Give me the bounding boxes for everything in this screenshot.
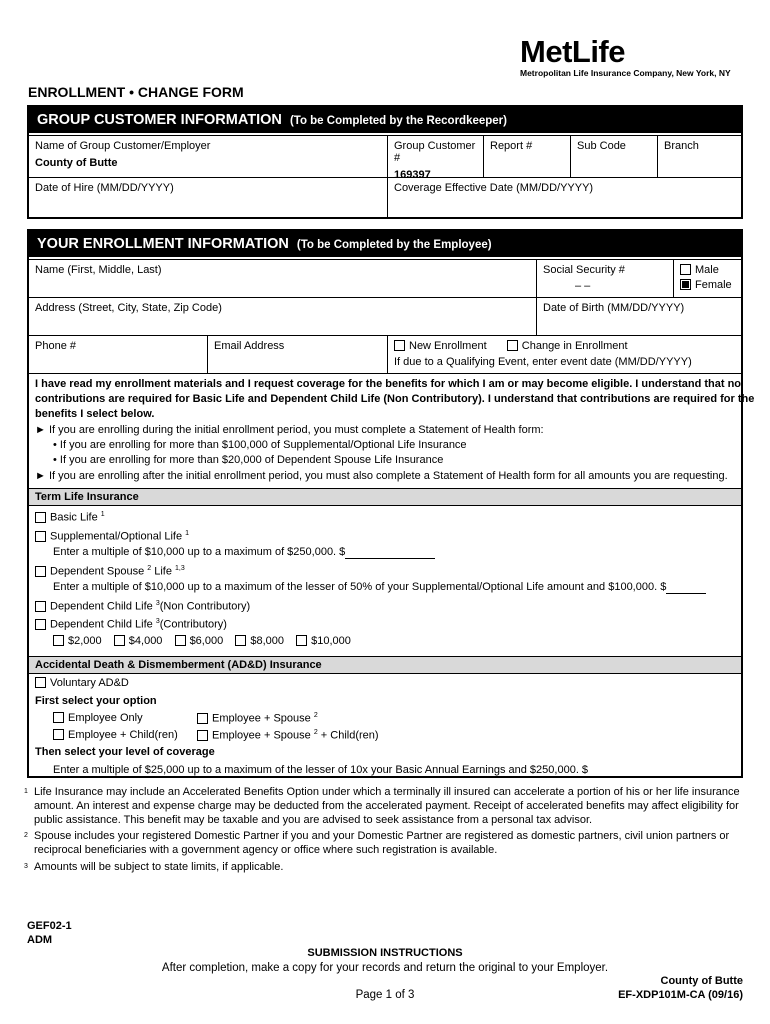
statement-line-1: I have read my enrollment materials and I request coverage for the benefits for which I am or may become eligible. I understand that no: [35, 378, 742, 390]
group-number-label: Group Customer #: [394, 140, 476, 164]
female-label: Female: [695, 279, 732, 291]
enrollment-type-field: [387, 336, 741, 374]
voluntary-add-option[interactable]: [35, 677, 129, 689]
hire-date-field[interactable]: [29, 178, 387, 217]
company-name: Metropolitan Life Insurance Company, New York, NY: [520, 68, 731, 78]
group-section-title: GROUP CUSTOMER INFORMATION: [37, 112, 282, 128]
spouse-threshold-note: • If you are enrolling for more than $20,000 of Dependent Spouse Life Insurance: [53, 454, 444, 466]
statement-line-3: benefits I select below.: [35, 408, 155, 420]
enrollment-section: [27, 229, 755, 778]
group-number-value: 169397: [394, 169, 431, 181]
footnote-2-text: Spouse includes your registered Domestic Partner if you and your Domestic Partner are registered as domestic partners, civil union partners or reciprocal beneficiaries with a government agency or office where such registration is available.: [34, 830, 730, 856]
ssn-dashes: – –: [575, 280, 591, 292]
sub-code-label: Sub Code: [577, 140, 626, 152]
form-code-adm: ADM: [27, 934, 53, 946]
ssn-field[interactable]: [536, 260, 673, 298]
enrollment-type-options: [394, 340, 735, 352]
supplemental-life-option[interactable]: [35, 530, 189, 543]
address-row: [29, 297, 741, 336]
email-label: Email Address: [214, 340, 285, 352]
change-enrollment-label: Change in Enrollment: [521, 340, 628, 352]
child-life-nc-label: Dependent Child Life: [50, 600, 153, 613]
employee-spouse-footnote-ref: 2: [313, 712, 318, 719]
supplemental-amount-row: [53, 546, 435, 559]
footnote-1-text: Life Insurance may include an Accelerated Benefits Option under which a terminally ill insured can accelerate a portion of his or her life insurance amount. An interest and expense charge may be deducted from the accelerated payment. Receipt of accelerated benefits may affect eligibility for public assistance. This benefit may be taxable and you are advised to seek assistance from a personal tax advisor.: [34, 786, 740, 826]
supplemental-life-label: Supplemental/Optional Life: [50, 530, 183, 543]
employee-spouse-label: Employee + Spouse: [212, 712, 311, 725]
child-life-c-checkbox[interactable]: [35, 619, 46, 630]
basic-life-checkbox[interactable]: [35, 512, 46, 523]
supplemental-amount-input[interactable]: [345, 546, 435, 559]
add-amount-row: [53, 764, 680, 777]
employee-spouse-child-checkbox[interactable]: [197, 730, 208, 741]
supplemental-life-footnote-ref: 1: [185, 530, 190, 537]
footnote-3-number: 3: [24, 863, 28, 870]
dob-field[interactable]: [536, 298, 741, 336]
employee-only-checkbox[interactable]: [53, 712, 64, 723]
employee-spouse-option[interactable]: [197, 712, 318, 725]
coverage-date-label: Coverage Effective Date (MM/DD/YYYY): [394, 182, 594, 194]
amount-8000-checkbox[interactable]: [235, 635, 246, 646]
amount-6000-label: $6,000: [189, 635, 224, 647]
voluntary-add-label: Voluntary AD&D: [50, 677, 129, 689]
child-life-c-option[interactable]: [35, 618, 227, 631]
term-life-header: Term Life Insurance: [29, 488, 741, 506]
female-option[interactable]: [680, 279, 735, 291]
sub-code-field[interactable]: [570, 136, 657, 178]
phone-field[interactable]: [29, 336, 207, 374]
group-section-subtitle: (To be Completed by the Recordkeeper): [289, 115, 507, 127]
phone-label: Phone #: [35, 340, 76, 352]
basic-life-option[interactable]: [35, 511, 105, 524]
amount-8000-label: $8,000: [250, 635, 284, 647]
amount-10000-checkbox[interactable]: [296, 635, 307, 646]
branch-label: Branch: [664, 140, 699, 152]
child-life-nc-footnote-ref: 3: [155, 600, 160, 607]
amount-2000-checkbox[interactable]: [53, 635, 64, 646]
add-amount-input[interactable]: [588, 764, 680, 777]
employee-spouse-child-tail: + Child(ren): [320, 729, 379, 742]
employer-field[interactable]: [29, 136, 387, 178]
employee-child-option[interactable]: [53, 729, 178, 741]
report-number-field[interactable]: [483, 136, 570, 178]
child-life-c-tail: (Contributory): [159, 618, 227, 631]
footer-county: County of Butte: [660, 975, 743, 987]
gender-field: [673, 260, 741, 298]
add-amount-label: Enter a multiple of $25,000 up to a maximum of the lesser of 10x your Basic Annual Earnings and $250,000. $: [53, 764, 589, 776]
spouse-amount-row: [53, 581, 706, 594]
footnote-2: [24, 829, 744, 857]
child-amount-options: [53, 635, 351, 647]
ssn-label: Social Security #: [543, 264, 625, 276]
basic-life-label: Basic Life: [50, 511, 98, 524]
supplemental-amount-label: Enter a multiple of $10,000 up to a maximum of $250,000. $: [53, 546, 346, 558]
child-life-nc-checkbox[interactable]: [35, 601, 46, 612]
page-number: Page 1 of 3: [355, 989, 415, 1001]
employee-child-checkbox[interactable]: [53, 729, 64, 740]
dob-label: Date of Birth (MM/DD/YYYY): [543, 302, 685, 314]
submission-text: After completion, make a copy for your records and return the original to your Employer.: [161, 962, 609, 974]
initial-enrollment-note: ► If you are enrolling during the initial enrollment period, you must complete a Statement of Health form:: [35, 424, 544, 436]
employee-spouse-child-option[interactable]: [197, 729, 379, 742]
address-field[interactable]: [29, 298, 536, 336]
footnote-1-number: 1: [24, 788, 28, 795]
female-checkbox[interactable]: [680, 279, 691, 290]
child-life-c-footnote-ref: 3: [155, 618, 160, 625]
enroll-section-header: [29, 231, 741, 257]
spouse-life-footnote-ref: 1,3: [175, 565, 185, 572]
submission-title: SUBMISSION INSTRUCTIONS: [307, 947, 463, 959]
male-label: Male: [695, 264, 719, 276]
spouse-amount-label: Enter a multiple of $10,000 up to a maximum of the lesser of 50% of your Supplemental/Optional Life amount and $100,000. $: [53, 581, 667, 593]
first-select-label: First select your option: [35, 695, 157, 707]
branch-field[interactable]: [657, 136, 741, 178]
supplemental-threshold-note: • If you are enrolling for more than $100,000 of Supplemental/Optional Life Insurance: [53, 439, 467, 451]
amount-4000-label: $4,000: [128, 635, 163, 647]
spouse-footnote-ref: 2: [147, 565, 152, 572]
spouse-life-checkbox[interactable]: [35, 566, 46, 577]
child-life-c-label: Dependent Child Life: [50, 618, 153, 631]
add-header: Accidental Death & Dismemberment (AD&D) Insurance: [29, 656, 741, 674]
spouse-life-word: Life: [154, 565, 172, 578]
voluntary-add-checkbox[interactable]: [35, 677, 46, 688]
change-enrollment-checkbox[interactable]: [507, 340, 518, 351]
employer-value: County of Butte: [35, 157, 118, 169]
spouse-life-option[interactable]: [35, 565, 185, 578]
employee-child-label: Employee + Child(ren): [68, 729, 178, 741]
hire-date-label: Date of Hire (MM/DD/YYYY): [35, 182, 174, 194]
name-label: Name (First, Middle, Last): [35, 264, 162, 276]
phone-row: [29, 335, 741, 374]
employer-label: Name of Group Customer/Employer: [35, 140, 211, 152]
enroll-section-title: YOUR ENROLLMENT INFORMATION: [37, 236, 289, 252]
statement-block: [29, 373, 755, 489]
address-label: Address (Street, City, State, Zip Code): [35, 302, 222, 314]
name-field[interactable]: [29, 260, 536, 298]
basic-life-footnote-ref: 1: [100, 511, 105, 518]
amount-10000-label: $10,000: [311, 635, 351, 647]
employee-only-label: Employee Only: [68, 712, 143, 724]
footnote-3: [24, 860, 744, 874]
amount-4000-checkbox[interactable]: [114, 635, 125, 646]
supplemental-life-checkbox[interactable]: [35, 531, 46, 542]
employee-spouse-child-footnote-ref: 2: [313, 729, 318, 736]
group-number-field[interactable]: [387, 136, 483, 181]
group-customer-section: [27, 105, 743, 219]
amount-6000-checkbox[interactable]: [175, 635, 186, 646]
male-checkbox[interactable]: [680, 264, 691, 275]
spouse-life-label: Dependent Spouse: [50, 565, 145, 578]
new-enrollment-checkbox[interactable]: [394, 340, 405, 351]
footnote-3-text: Amounts will be subject to state limits, if applicable.: [34, 861, 284, 873]
footer-form-id: EF-XDP101M-CA (09/16): [618, 989, 743, 1001]
spouse-amount-input[interactable]: [666, 581, 706, 594]
report-number-label: Report #: [490, 140, 533, 152]
employee-only-option[interactable]: [53, 712, 143, 724]
footnote-1: [24, 785, 744, 827]
coverage-date-field[interactable]: [387, 178, 741, 217]
employee-spouse-child-label: Employee + Spouse: [212, 729, 311, 742]
group-row-1: [29, 135, 741, 181]
event-date-label[interactable]: If due to a Qualifying Event, enter event date (MM/DD/YYYY): [394, 356, 692, 368]
name-row: [29, 259, 741, 298]
enroll-section-subtitle: (To be Completed by the Employee): [296, 239, 492, 251]
employee-spouse-checkbox[interactable]: [197, 713, 208, 724]
male-option[interactable]: [680, 264, 735, 276]
child-life-nc-tail: (Non Contributory): [159, 600, 251, 613]
form-title: ENROLLMENT • CHANGE FORM: [28, 84, 244, 100]
late-enrollment-note: ► If you are enrolling after the initial enrollment period, you must also complete a Statement of Health form for all amounts you are requesting.: [35, 470, 728, 482]
amount-2000-label: $2,000: [68, 635, 102, 647]
form-code: GEF02-1: [27, 920, 72, 932]
then-select-label: Then select your level of coverage: [35, 746, 215, 758]
new-enrollment-label: New Enrollment: [409, 340, 487, 352]
group-row-2: [29, 177, 741, 217]
child-life-nc-option[interactable]: [35, 600, 250, 613]
footnote-2-number: 2: [24, 832, 28, 839]
group-section-header: [29, 107, 741, 133]
metlife-logo: MetLife: [520, 34, 625, 69]
email-field[interactable]: [207, 336, 387, 374]
statement-line-2: contributions are required for Basic Life and Dependent Child Life (Non Contributory). I understand that contributions are required for the: [35, 393, 755, 405]
